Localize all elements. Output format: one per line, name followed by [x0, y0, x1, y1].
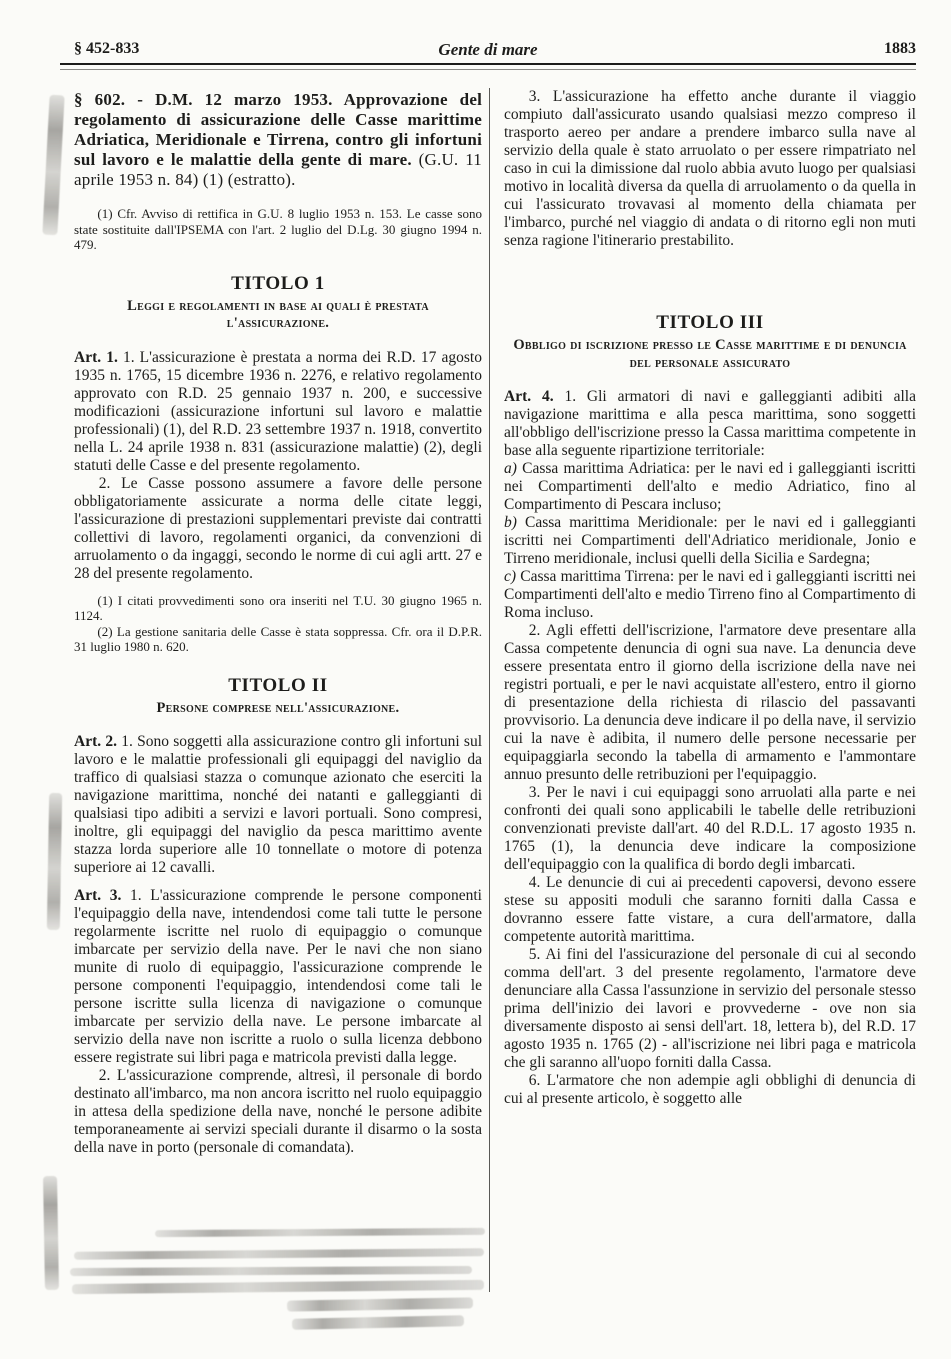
article-4-item-a: a) Cassa marittima Adriatica: per le navi ed i galleggianti iscritti nei Compartimenti dell'alto e medio Adriatico, fino al Compartimento di Pescara incluso; [504, 460, 916, 513]
footnote: (1) Cfr. Avviso di rettifica in G.U. 8 luglio 1953 n. 153. Le casse sono state sostituite dall'IPSEMA con l'art. 2 luglio del D.Lg. 30 giugno 1994 n. 479. [74, 206, 482, 252]
title-titolo-3: TITOLO III [656, 312, 764, 333]
item-b-letter: b) [504, 514, 517, 531]
article-4-item-c: c) Cassa marittima Tirrena: per le navi ed i galleggianti iscritti nei Compartimenti dell'alto e medio Tirreno fino al Compartimento di Roma incluso. [504, 568, 917, 621]
footnote: (2) La gestione sanitaria delle Casse è stata soppressa. Cfr. ora il D.P.R. 31 luglio 1980 n. 620. [74, 623, 482, 654]
footnote-block [74, 593, 482, 655]
article-4-label: Art. 4. [504, 388, 554, 405]
article-4-paragraph-6: 6. L'armatore che non adempie agli obblighi di denuncia di cui al presente articolo, è soggetto alle [504, 1072, 916, 1107]
article-4-item-b: b) Cassa marittima Meridionale: per le navi ed i galleggianti iscritti nei Compartimenti dell'Adriatico meridionale, Jonio e Tirreno meridionale, inclusi quelli della Sicilia e Sardegna; [504, 514, 917, 567]
law-heading-bold: § 602. - D.M. 12 marzo 1953. Approvazione del regolamento di assicurazione delle Casse marittime Adriatica, Meridionale e Tirrena, contro gli infortuni sul lavoro e le malattie della gente di mare. [74, 90, 482, 169]
article-4-paragraph-5: 5. Ai fini del l'assicurazione del personale di cui al secondo comma dell'art. 3 del presente regolamento, l'armatore deve denunciare alla Cassa l'assunzione in servizio del personale stesso prima dell'inizio dei lavori e provvederne - ove non sia diversamente disposto ai sensi dell'art. 18, lettera b), del R.D. 17 agosto 1935 n. 1765 (2) - all'iscrizione nei libri paga e matricola che gli saranno all'uopo forniti dalla Cassa. [504, 946, 916, 1071]
stray-pencil-stroke [287, 1297, 473, 1311]
page-header [60, 40, 916, 62]
article-2-label: Art. 2. [74, 733, 117, 750]
article-4-paragraph-1: Art. 4. 1. Gli armatori di navi e galleggianti adibiti alla navigazione marittima e alla pesca marittima, sono soggetti all'obbligo dell'iscrizione presso la Cassa marittima competente in base alla seguente ripartizione territoriale: [504, 388, 916, 459]
header-rule [60, 63, 916, 70]
section-range: § 452-833 [74, 40, 140, 57]
underline-pencil-mark [155, 1228, 485, 1237]
footnote: (1) I citati provvedimenti sono ora inseriti nel T.U. 30 giugno 1965 n. 1124. [74, 592, 482, 623]
article-3-paragraph-1: Art. 3. 1. L'assicurazione comprende le persone componenti l'equipaggio della nave, intendendosi come tali tutte le persone regolarmente iscritte nel ruolo di equipaggio o comunque imbarcate per servizio della nave. Per le navi che non siano munite di ruolo di equipaggio, l'assicurazione comprende le persone componenti l'equipaggio, intendendosi come tali le persone iscritte sulla licenza di navigazione o comunque imbarcate per servizio della nave. Le persone imbarcate al servizio della nave non iscritte a ruolo o sulla licenza debbono essere registrate sui libri paga e matricola previsti dalla legge. [74, 887, 482, 1066]
title-titolo-3-subtitle: Obbligo di iscrizione presso le Casse marittime e di denuncia del personale assicurato [513, 337, 907, 371]
article-3-paragraph-2: 2. L'assicurazione comprende, altresì, il personale di bordo destinato all'imbarco, ma non ancora iscritto nel ruolo equipaggio in attesa della spedizione della nave, nonché le persone adibite temporaneamente ai servizi speciali durante il disarmo o la sosta della nave in porto (personale di comandata). [74, 1067, 482, 1156]
article-2-paragraph-1: Art. 2. 1. Sono soggetti alla assicurazione contro gli infortuni sul lavoro e le malattie professionali gli equipaggi del naviglio da traffico di qualsiasi stazza o comunque azionato che eserciti la navigazione marittima, nonché dei natanti e galleggianti di qualsiasi tipo adibiti a servizi e lavori portuali. Sono compresi, inoltre, gli equipaggi del naviglio da pesca marittimo avente stazza lorda superiore alle 10 tonnellate o motore di potenza superiore ai 12 cavalli. [74, 733, 483, 876]
column-divider [489, 88, 490, 1292]
underline-pencil-mark [70, 1266, 472, 1276]
title-titolo-2-subtitle: Persone comprese nell'assicurazione. [156, 699, 400, 716]
item-a-letter: a) [504, 460, 517, 477]
title-titolo-2: TITOLO II [228, 674, 328, 696]
article-1-paragraph-2: 2. Le Casse possono assumere a favore delle persone obbligatoriamente assicurate a norma delle citate leggi, l'assicurazione di prestazioni supplementari previste dai contratti collettivi di lavoro, regolamenti organici, da convenzioni di arruolamento o da ingaggi, secondo le norme di cui agli artt. 27 e 28 del presente regolamento. [74, 474, 482, 582]
page-number: 1883 [884, 40, 916, 57]
right-column [504, 88, 916, 1108]
title-titolo-1: TITOLO 1 [231, 272, 325, 294]
title-titolo-1-subtitle: Leggi e regolamenti in base ai quali è prestata l'assicurazione. [127, 297, 429, 331]
article-3-label: Art. 3. [74, 887, 122, 904]
margin-pencil-mark [47, 793, 62, 930]
item-c-letter: c) [504, 568, 517, 585]
article-3-paragraph-3: 3. L'assicurazione ha effetto anche durante il viaggio compiuto dall'assicurato usando qualsiasi mezzo compreso il trasporto aereo per andare a prendere imbarco sulla nave al servizio della quale è stato arruolato o per essere rimpatriato nel caso in cui la dimissione dal ruolo abbia avuto luogo per qualsiasi motivo in località diversa da quella di arruolamento o da quella in cui l'assicurato trovavasi al momento della chiamata per l'imbarco, purché nel viaggio di andata o di ritorno egli non muti senza ragione l'itinerario prestabilito. [504, 88, 916, 249]
running-title: Gente di mare [438, 40, 538, 59]
article-4-paragraph-4: 4. Le denuncie di cui ai precedenti capoversi, devono essere stese su appositi moduli che saranno forniti dalla Cassa e dovranno essere fatte vistare, a cura dell'armatore, dalla competente autorità marittima. [504, 874, 916, 945]
article-1-label: Art. 1. [74, 348, 118, 366]
article-4-paragraph-2: 2. Agli effetti dell'iscrizione, l'armatore deve presentare alla Cassa competente denuncia di ogni sua nave. La denuncia deve essere presentata entro il giorno della iscrizione della nave nei registri portuali, e per le navi acquistate all'estero, entro il giorno di presentazione della richiesta di rilascio del passavanti provvisorio. La denuncia deve indicare il po della nave, il servizio cui la nave è adibita, il numero delle persone necessarie per equipaggiarla secondo la tabella di armamento e l'ammontare annuo presunto delle retribuzioni per l'equipaggio. [504, 622, 916, 783]
article-4-paragraph-3: 3. Per le navi i cui equipaggi sono arruolati alla parte e nei confronti dei quali sono applicabili le tabelle delle retribuzioni convenzionati previste dall'art. 40 del R.D.L. 17 agosto 1935 n. 1765 (1), la denuncia deve indicare la composizione dell'equipaggio con la qualifica di bordo degli imbarcati. [504, 784, 916, 873]
law-heading-gu: (G.U. 11 aprile 1953 n. 84) (1) (estratto). [74, 150, 482, 189]
underline-pencil-mark [74, 1248, 484, 1260]
margin-pencil-mark [43, 1176, 59, 1290]
left-column [74, 90, 482, 1157]
law-heading [74, 90, 482, 190]
article-1-paragraph-1: Art. 1. 1. L'assicurazione è prestata a norma dei R.D. 17 agosto 1935 n. 1765, 15 dicembre 1936 n. 2276, e relativo regolamento approvato con R.D. 25 gennaio 1937 n. 200, e successive modificazioni (assicurazione infortuni sul lavoro e malattie professionali) (1), del R.D. 23 settembre 1937 n. 1918, convertito nella L. 24 aprile 1938 n. 831 (assicurazione malattie) (2), degli statuti delle Casse e del presente regolamento. [74, 348, 482, 474]
stray-pencil-stroke [292, 1315, 464, 1330]
stray-pencil-stroke [72, 1280, 484, 1294]
margin-pencil-mark [42, 95, 64, 236]
